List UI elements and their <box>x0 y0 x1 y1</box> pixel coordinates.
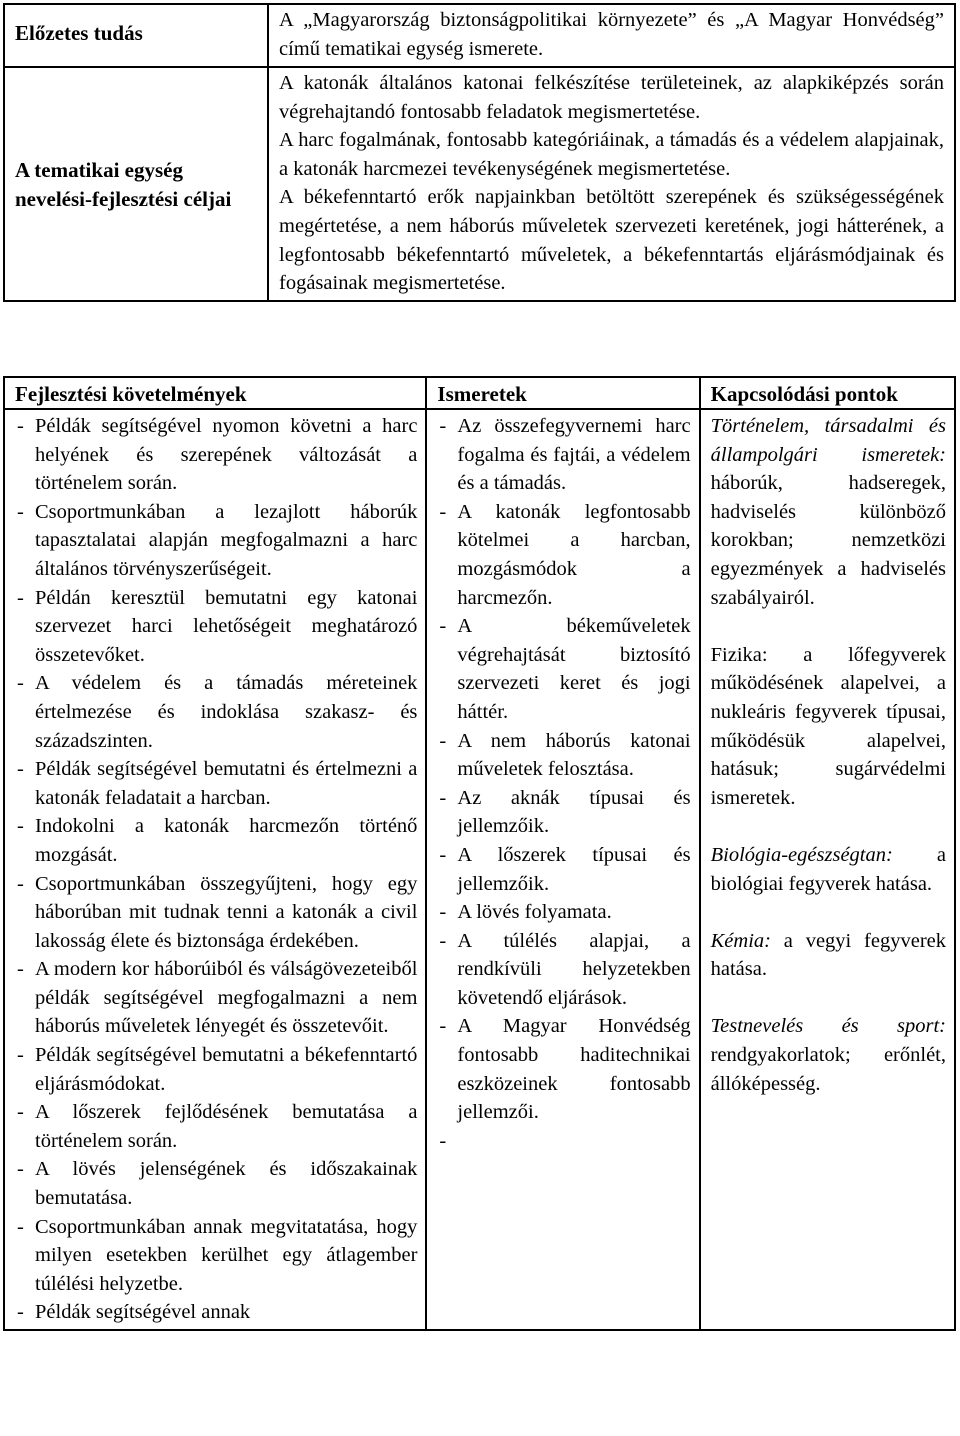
requirement-item: - Példák segítségével nyomon követni a harc helyének és szerepének változását a történelem során. <box>15 412 417 498</box>
requirement-item: - A védelem és a támadás méreteinek értelmezése és indoklása szakasz- és századszinten. <box>15 669 417 755</box>
connections-cell <box>700 409 955 1330</box>
connection-pe <box>711 1012 946 1098</box>
prior-knowledge-label: Előzetes tudás <box>4 4 268 67</box>
connection-subject: Fizika: <box>710 643 768 666</box>
requirement-item: - A lőszerek fejlődésének bemutatása a történelem során. <box>15 1098 417 1155</box>
prior-knowledge-row <box>4 4 955 67</box>
knowledge-item: - Az összefegyvernemi harc fogalma és fajtái, a védelem és a támadás. <box>437 412 690 498</box>
requirements-header-row <box>4 377 955 409</box>
column-header-connections: Kapcsolódási pontok <box>700 377 955 409</box>
requirement-item: - Példák segítségével bemutatni és értelmezni a katonák feladatait a harcban. <box>15 755 417 812</box>
requirement-item: - Példán keresztül bemutatni egy katonai szervezet harci lehetőségeit meghatározó összetevőket. <box>15 584 417 670</box>
requirement-item: - Példák segítségével bemutatni a békefenntartó eljárásmódokat. <box>15 1041 417 1098</box>
requirement-item: - A lövés jelenségének és időszakainak bemutatása. <box>15 1155 417 1212</box>
connection-biology <box>711 841 946 898</box>
connection-history <box>711 412 946 612</box>
knowledge-item: - A lövés folyamata. <box>437 898 690 927</box>
requirement-item: - A modern kor háborúiból és válságövezeteiből példák segítségével megfogalmazni a nem háborús műveletek lényegét és összetevőit. <box>15 955 417 1041</box>
knowledge-item: - A Magyar Honvédség fontosabb haditechnikai eszközeinek fontosabb jellemzői. <box>437 1012 690 1126</box>
requirement-item: - Csoportmunkában összegyűjteni, hogy egy háborúban mit tudnak tenni a katonák a civil lakosság élete és biztonsága érdekében. <box>15 870 417 956</box>
knowledge-item: - A békeműveletek végrehajtását biztosító szervezeti keret és jogi háttér. <box>437 612 690 726</box>
knowledge-item: - A nem háborús katonai műveletek felosztása. <box>437 727 690 784</box>
column-header-requirements: Fejlesztési követelmények <box>4 377 426 409</box>
connection-text: a lőfegyverek működésének alapelvei, a nukleáris fegyverek típusai, működésük alapelvei, hatásuk; sugárvédelmi ismeretek. <box>710 643 946 809</box>
knowledge-item: - Az aknák típusai és jellemzőik. <box>437 784 690 841</box>
goals-row <box>4 67 955 301</box>
prior-knowledge-text: A „Magyarország biztonságpolitikai környezete” és „A Magyar Honvédség” című tematikai egység ismerete. <box>279 9 944 60</box>
knowledge-item: - A katonák legfontosabb kötelmei a harcban, mozgásmódok a harcmezőn. <box>437 498 690 612</box>
connection-subject: Testnevelés és sport: <box>710 1015 946 1038</box>
requirement-item: - Csoportmunkában a lezajlott háborúk tapasztalatai alapján megfogalmazni a harc általános törvényszerűségeit. <box>15 498 417 584</box>
goals-paragraph: A katonák általános katonai felkészítése területeinek, az alapkiképzés során végrehajtandó fontosabb feladatok megismertetése. <box>279 72 944 123</box>
connection-text: rendgyakorlatok; erőnlét, állóképesség. <box>710 1044 946 1095</box>
requirements-cell <box>4 409 426 1330</box>
goals-label: A tematikai egység nevelési-fejlesztési céljai <box>4 67 268 301</box>
requirement-item: - Csoportmunkában annak megvitatatása, hogy milyen esetekben kerülhet egy átlagember túlélési helyzetbe. <box>15 1213 417 1299</box>
column-header-knowledge: Ismeretek <box>426 377 699 409</box>
connection-physics <box>711 641 946 813</box>
requirement-item: - Indokolni a katonák harcmezőn történő mozgását. <box>15 812 417 869</box>
goals-paragraph: A békefenntartó erők napjainkban betöltött szerepének és szükségességének megértetése, a nem háborús műveletek szervezeti keretének, jogi hátterének, a legfontosabb békefenntartó műveletek, a békefenntartás eljárásmódjainak és fogásainak megismertetése. <box>279 186 944 295</box>
connection-text: a vegyi fegyverek hatása. <box>710 929 947 981</box>
connection-text: a biológiai fegyverek hatása. <box>710 843 946 895</box>
connection-subject: Történelem, társadalmi és állampolgári ismeretek: <box>710 415 946 466</box>
goals-paragraph: A harc fogalmának, fontosabb kategóriáinak, a támadás és a védelem alapjainak, a katonák harcmezei tevékenységének megismertetése. <box>279 129 944 180</box>
connection-subject: Kémia: <box>710 929 771 952</box>
requirement-item: - Példák segítségével annak <box>15 1298 417 1327</box>
requirements-table <box>3 376 956 1331</box>
knowledge-item: - A túlélés alapjai, a rendkívüli helyzetekben követendő eljárások. <box>437 927 690 1013</box>
knowledge-cell <box>426 409 699 1330</box>
knowledge-list <box>437 412 690 1127</box>
connection-subject: Biológia-egészségtan: <box>710 843 893 866</box>
requirements-content-row <box>4 409 955 1330</box>
connection-text: háborúk, hadseregek, hadviselés különböző korokban; nemzetközi egyezmények a hadviselés szabályairól. <box>710 472 946 609</box>
connection-chemistry <box>711 927 946 984</box>
unit-overview-table <box>3 3 956 302</box>
knowledge-item: - A lőszerek típusai és jellemzőik. <box>437 841 690 898</box>
requirements-list <box>15 412 417 1327</box>
